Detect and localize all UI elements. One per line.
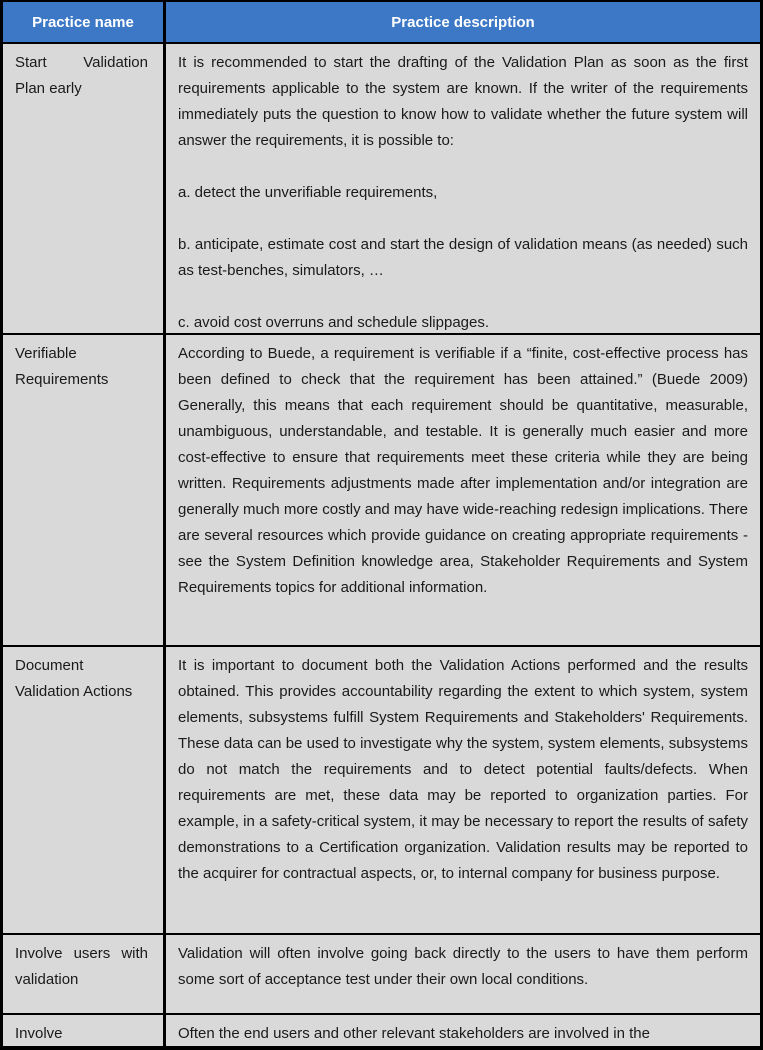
practice-name-cell	[3, 335, 166, 645]
description-paragraph: It is recommended to start the drafting of the Validation Plan as soon as the first requirements applicable to the system are known. If the writer of the requirements immediately puts the question to know how to validate whether the future system will answer the requirements, it is possible to:	[178, 54, 748, 149]
practice-description-cell	[166, 335, 760, 645]
column-header-practice-description: Practice description	[166, 2, 760, 42]
practice-name-cell	[3, 44, 166, 333]
practice-description-cell	[166, 1015, 760, 1046]
practice-name-text: Start Validation Plan early	[15, 54, 148, 97]
table-row	[3, 933, 760, 1013]
practice-description-cell	[166, 647, 760, 933]
description-paragraph: Validation will often involve going back directly to the users to have them perform some sort of acceptance test under their own local conditions.	[178, 945, 748, 988]
practice-name-cell	[3, 935, 166, 1013]
practice-name-text: Document Validation Actions	[15, 657, 133, 700]
column-header-practice-name: Practice name	[3, 2, 166, 42]
practice-description-cell	[166, 44, 760, 333]
table-row	[3, 1013, 760, 1046]
table-header-row	[3, 2, 760, 42]
table-row	[3, 645, 760, 933]
practice-name-text: Involve users with validation	[15, 945, 148, 988]
table-row	[3, 42, 760, 333]
practice-name-text: Verifiable Requirements	[15, 345, 109, 388]
table-row	[3, 333, 760, 645]
description-paragraph: b. anticipate, estimate cost and start the design of validation means (as needed) such as test-benches, simulators, …	[178, 236, 748, 279]
description-paragraph: c. avoid cost overruns and schedule slippages.	[178, 314, 490, 331]
description-paragraph: According to Buede, a requirement is verifiable if a “finite, cost-effective process has been defined to check that the requirement has been attained.” (Buede 2009) Generally, this means that each requirement should be quantitative, measurable, unambiguous, understandable, and testable. It is generally much easier and more cost-effective to ensure that requirements meet these criteria while they are being written. Requirements adjustments made after implementation and/or integration are generally much more costly and may have wide-reaching redesign implications. There are several resources which provide guidance on creating appropriate requirements - see the System Definition knowledge area, Stakeholder Requirements and System Requirements topics for additional information.	[178, 345, 748, 596]
description-paragraph: Often the end users and other relevant stakeholders are involved in the	[178, 1025, 650, 1042]
practice-name-cell	[3, 647, 166, 933]
practice-name-cell	[3, 1015, 166, 1046]
description-paragraph: It is important to document both the Validation Actions performed and the results obtained. This provides accountability regarding the extent to which system, system elements, subsystems fulfill System Requirements and Stakeholders' Requirements. These data can be used to investigate why the system, system elements, subsystems do not match the requirements and to detect potential faults/defects. When requirements are met, these data may be reported to organization parties. For example, in a safety-critical system, it may be necessary to report the results of safety demonstrations to a Certification organization. Validation results may be reported to the acquirer for contractual aspects, or, to internal company for business purpose.	[178, 657, 748, 882]
practice-name-text: Involve	[15, 1025, 63, 1042]
practice-description-cell	[166, 935, 760, 1013]
description-paragraph: a. detect the unverifiable requirements,	[178, 184, 438, 201]
